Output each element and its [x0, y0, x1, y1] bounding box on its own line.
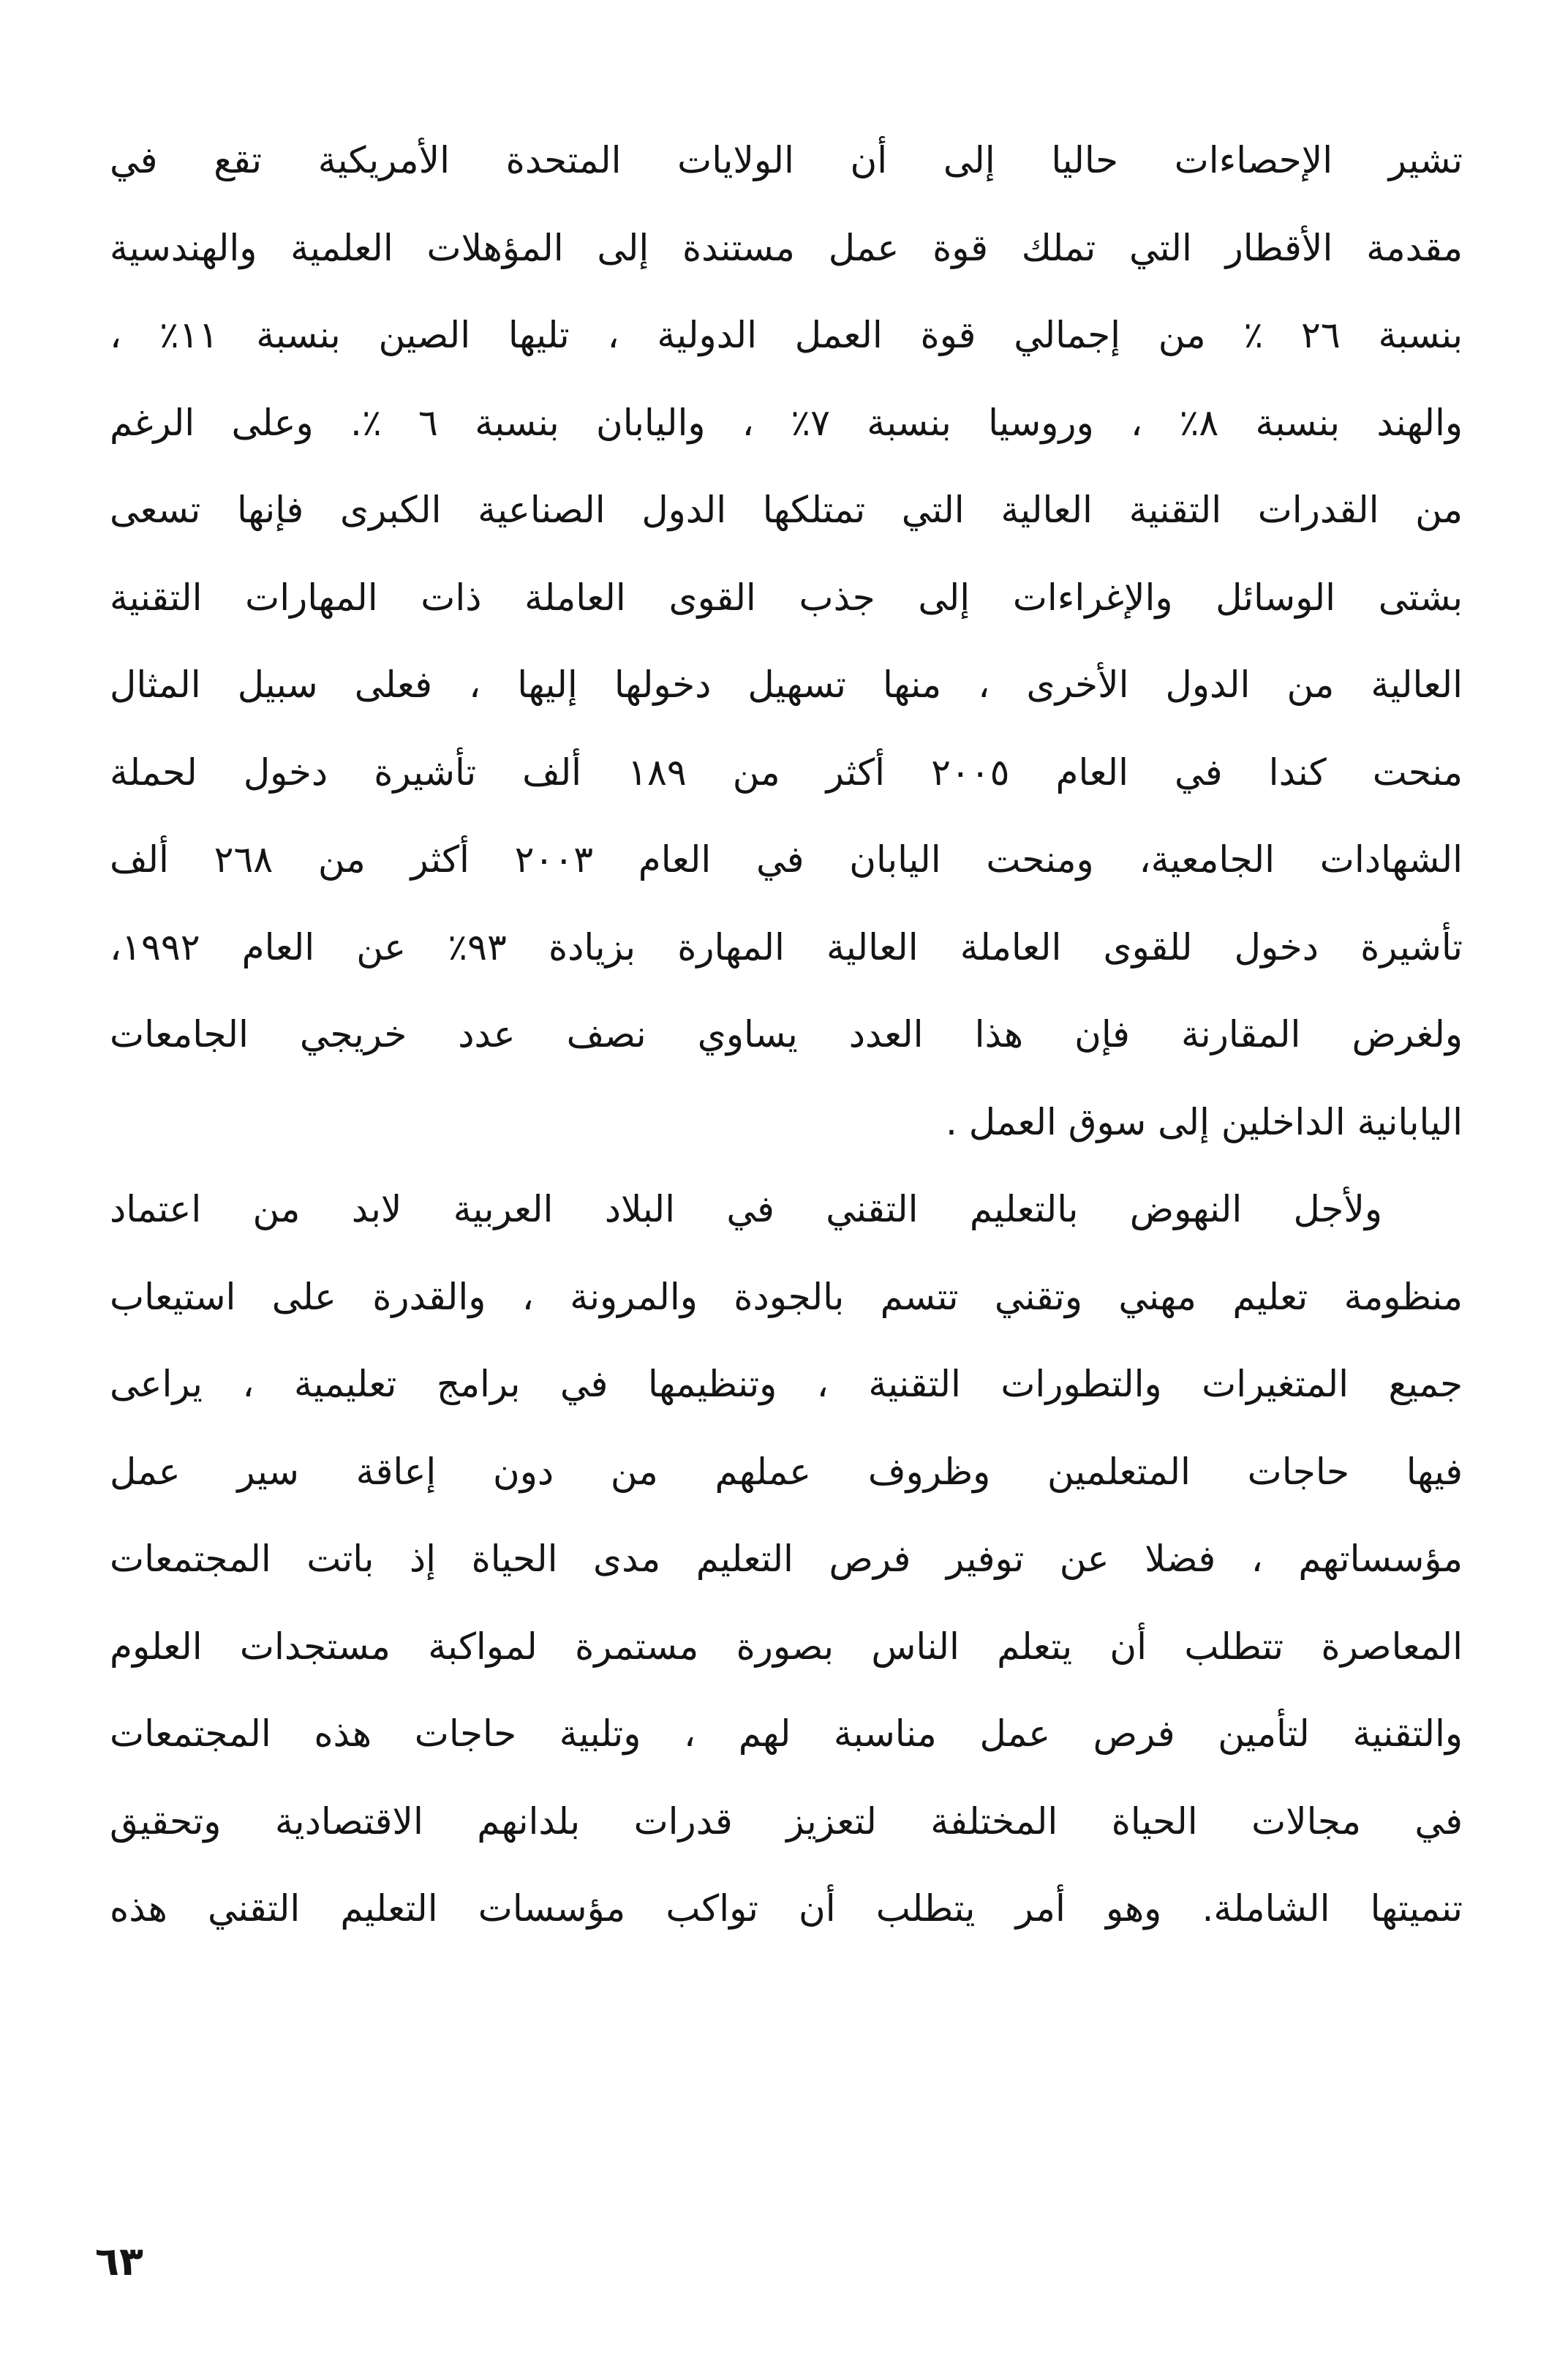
text-line-7: العالية من الدول الأخرى ، منها تسهيل دخولها إليها ، فعلى سبيل المثال [110, 663, 1463, 706]
text-line-12: اليابانية الداخلين إلى سوق العمل . [946, 1100, 1463, 1143]
text-line-17: مؤسساتهم ، فضلا عن توفير فرص التعليم مدى الحياة إذ باتت المجتمعات [110, 1538, 1463, 1580]
text-line-18: المعاصرة تتطلب أن يتعلم الناس بصورة مستمرة لمواكبة مستجدات العلوم [110, 1625, 1463, 1668]
text-line-9: الشهادات الجامعية، ومنحت اليابان في العام ٢٠٠٣ أكثر من ٢٦٨ ألف [110, 838, 1463, 881]
text-line-11: ولغرض المقارنة فإن هذا العدد يساوي نصف عدد خريجي الجامعات [110, 1013, 1463, 1056]
text-line-4: والهند بنسبة ٨٪ ، وروسيا بنسبة ٧٪ ، واليابان بنسبة ٦ ٪. وعلى الرغم [110, 401, 1463, 444]
text-line-20: في مجالات الحياة المختلفة لتعزيز قدرات بلدانهم الاقتصادية وتحقيق [110, 1799, 1463, 1843]
text-line-16: فيها حاجات المتعلمين وظروف عملهم من دون إعاقة سير عمل [110, 1450, 1463, 1493]
text-line-21: تنميتها الشاملة. وهو أمر يتطلب أن تواكب مؤسسات التعليم التقني هذه [110, 1887, 1463, 1930]
text-line-13: ولأجل النهوض بالتعليم التقني في البلاد العربية لابد من اعتماد [110, 1188, 1382, 1230]
page-number: ٦٣ [95, 2238, 143, 2284]
text-line-10: تأشيرة دخول للقوى العاملة العالية المهارة بزيادة ٩٣٪ عن العام ١٩٩٢، [110, 925, 1463, 968]
text-line-3: بنسبة ٢٦ ٪ من إجمالي قوة العمل الدولية ، تليها الصين بنسبة ١١٪ ، [110, 314, 1463, 356]
body-text [110, 117, 1463, 1953]
text-line-6: بشتى الوسائل والإغراءات إلى جذب القوى العاملة ذات المهارات التقنية [110, 576, 1463, 619]
text-line-19: والتقنية لتأمين فرص عمل مناسبة لهم ، وتلبية حاجات هذه المجتمعات [110, 1712, 1463, 1755]
text-line-15: جميع المتغيرات والتطورات التقنية ، وتنظيمها في برامج تعليمية ، يراعى [110, 1363, 1463, 1405]
text-line-14: منظومة تعليم مهني وتقني تتسم بالجودة والمرونة ، والقدرة على استيعاب [110, 1275, 1463, 1318]
text-line-8: منحت كندا في العام ٢٠٠٥ أكثر من ١٨٩ ألف تأشيرة دخول لحملة [110, 750, 1463, 794]
text-line-2: مقدمة الأقطار التي تملك قوة عمل مستندة إلى المؤهلات العلمية والهندسية [110, 226, 1463, 269]
text-line-5: من القدرات التقنية العالية التي تمتلكها الدول الصناعية الكبرى فإنها تسعى [110, 489, 1463, 531]
text-line-1: تشير الإحصاءات حاليا إلى أن الولايات المتحدة الأمريكية تقع في [110, 139, 1463, 181]
